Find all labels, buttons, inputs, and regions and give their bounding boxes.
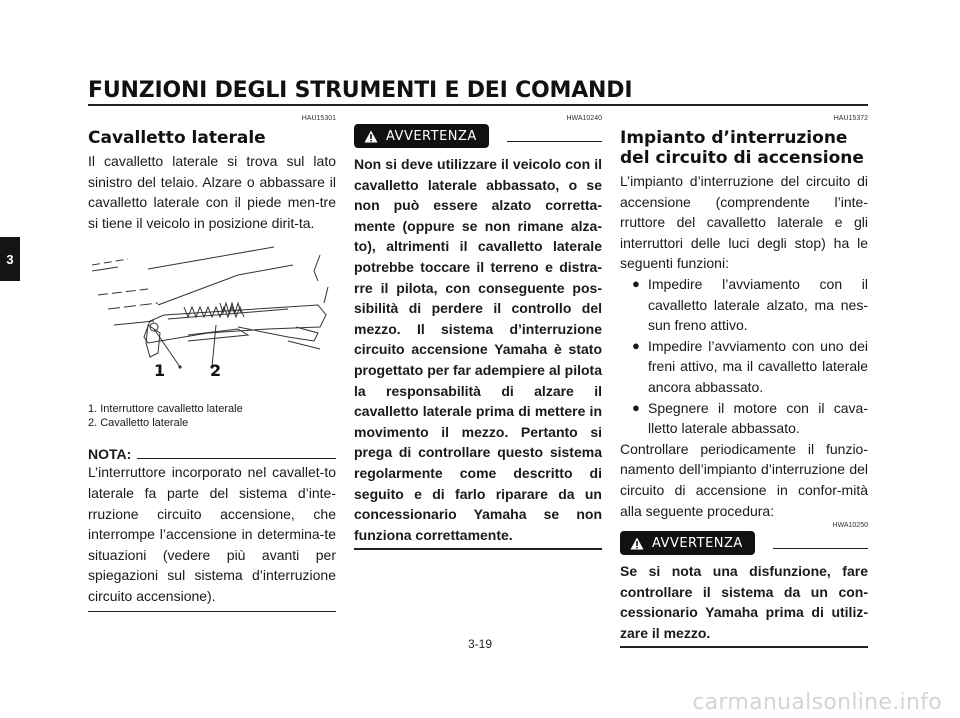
warning-code: HWA10240: [566, 115, 602, 122]
column-side-stand: [88, 114, 336, 612]
warning-heading: [354, 124, 602, 148]
callout-1: 1: [154, 361, 166, 381]
warning-text: Se si nota una disfunzione, fare controllare il sistema da un con-cessionario Yamaha prima di utiliz-zare il mezzo.: [620, 563, 868, 641]
section-title: Impianto d’interruzione del circuito di accensione: [620, 128, 864, 168]
note-text: L’interruttore incorporato nel cavallet-to laterale fa parte del sistema d’inte-rruzione circuito accensione, che interrompe l’accensione in determina-te situazioni (vedere più avanti per spiegazioni sul sistema d’interruzione circuito accensione).: [88, 464, 336, 604]
column-ignition-cutoff: [620, 114, 868, 648]
bullet-icon: ●: [632, 337, 640, 353]
function-list: [620, 274, 868, 439]
section-code: HAU15372: [833, 115, 868, 122]
warning-code: HWA10250: [832, 522, 868, 530]
warning-divider: [773, 548, 868, 549]
list-item: [620, 398, 868, 439]
warning-end-rule: [354, 548, 602, 550]
section-intro: L’impianto d’interruzione del circuito di accensione (comprendente l’inte-rruttore del cavalletto laterale e gli interruttori delle luci degli stop) ha le seguenti funzioni:: [620, 173, 868, 272]
warning-badge: [354, 124, 489, 148]
watermark[interactable]: carmanualsonline.info: [692, 690, 942, 715]
page-number: 3-19: [467, 637, 493, 651]
caption-item: 2. Cavalletto laterale: [88, 416, 189, 429]
callout-2: 2: [210, 361, 222, 381]
list-item: [620, 336, 868, 398]
section-paragraph: Il cavalletto laterale si trova sul lato sinistro del telaio. Alzare o abbassare il cavalletto laterale con il piede men-tre si tiene il veicolo in posizione dirit-ta.: [88, 153, 336, 231]
warning-triangle-icon: [630, 537, 644, 550]
warning-badge: [620, 531, 755, 555]
chapter-tab[interactable]: 3: [0, 237, 20, 281]
section-title: Cavalletto laterale: [88, 128, 266, 148]
bullet-icon: ●: [632, 399, 640, 415]
bullet-icon: ●: [632, 275, 640, 291]
note-label: NOTA:: [88, 446, 132, 463]
warning-triangle-icon: [364, 130, 378, 143]
side-stand-figure: [88, 245, 336, 395]
note-end-rule: [88, 611, 336, 612]
list-item-text: Impedire l’avviamento con il cavalletto laterale alzato, ma nes-sun freno attivo.: [648, 275, 868, 334]
list-item-text: Spegnere il motore con il cava-lletto laterale abbassato.: [648, 399, 868, 437]
warning-text: Non si deve utilizzare il veicolo con il cavalletto laterale abbassato, o se non può essere alzato corretta-mente (oppure se non rimane alza-to), altrimenti il cavalletto laterale potrebbe toccare il terreno e distra-rre il pilota, con conseguente pos-sibilità di perdere il controllo del mezzo. Il sistema d’interruzione circuito accensione Yamaha è stato progettato per far adempiere al pilota la responsabilità di alzare il cavalletto laterale prima di mettere in movimento il mezzo. Pertanto si prega di controllare questo sistema regolarmente come descritto di seguito e di farlo riparare da un concessionario Yamaha se non funziona correttamente.: [354, 156, 602, 543]
procedure-paragraph: Controllare periodicamente il funzio-namento dell’impianto d’interruzione del circuito di accensione in confor-mità alla seguente procedura:: [620, 440, 868, 519]
header-rule: [88, 104, 868, 106]
list-item: [620, 274, 868, 336]
warning-heading: [620, 531, 868, 555]
note-heading: [88, 446, 336, 462]
section-code: HAU15301: [301, 115, 336, 122]
warning-label: AVVERTENZA: [386, 128, 477, 144]
list-item-text: Impedire l’avviamento con uno dei freni attivo, ma il cavalletto laterale ancora abbassato.: [648, 337, 868, 395]
note-divider: [137, 458, 336, 459]
figure-captions: [88, 403, 336, 430]
warning-divider: [507, 141, 602, 142]
column-warning: [354, 114, 602, 550]
page-header-title: FUNZIONI DEGLI STRUMENTI E DEI COMANDI: [88, 78, 633, 103]
warning-label: AVVERTENZA: [652, 535, 743, 551]
caption-item: 1. Interruttore cavalletto laterale: [88, 403, 243, 416]
